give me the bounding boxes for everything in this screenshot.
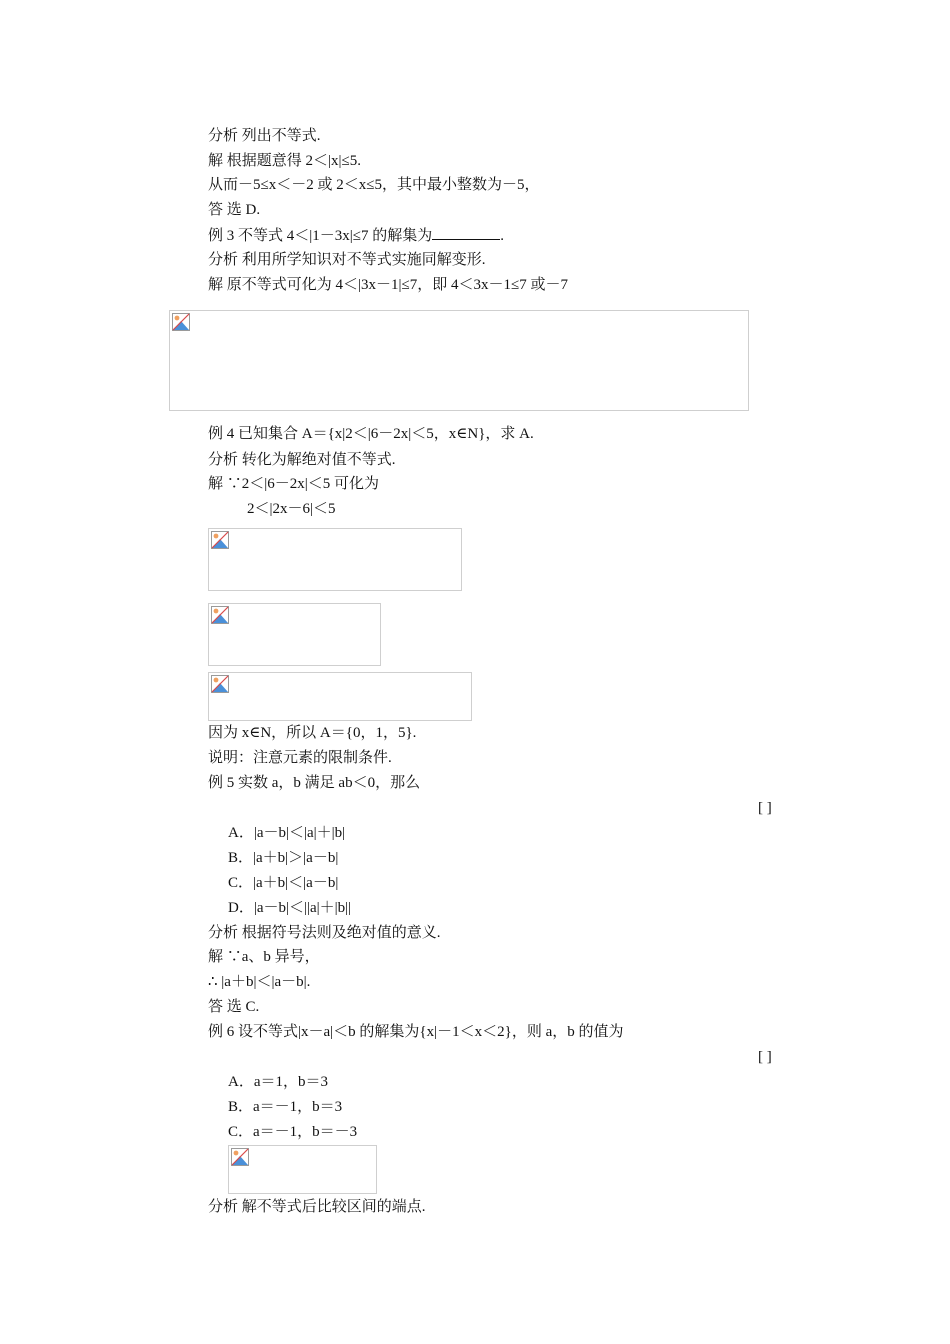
broken-image-icon	[211, 531, 229, 549]
text-line: ∴ |a＋b|＜|a－b|.	[208, 974, 311, 990]
option-a: A．|a－b|＜|a|＋|b|	[228, 825, 346, 841]
broken-image-placeholder	[208, 603, 381, 666]
text-line: 解 ∵2＜|6－2x|＜5 可化为	[208, 476, 380, 492]
option-a: A．a＝1，b＝3	[228, 1074, 328, 1090]
text-line: 例 4 已知集合 A＝{x|2＜|6－2x|＜5，x∈N}，求 A.	[208, 426, 534, 442]
option-c: C．|a＋b|＜|a－b|	[228, 875, 339, 891]
text-line: 2＜|2x－6|＜5	[247, 501, 336, 517]
text-line: 解 根据题意得 2＜|x|≤5.	[208, 153, 361, 169]
option-d: D．|a－b|＜||a|＋|b||	[228, 900, 352, 916]
text-line: 分析 转化为解绝对值不等式.	[208, 452, 396, 468]
option-c: C．a＝－1，b＝－3	[228, 1124, 358, 1140]
example-3-question: 例 3 不等式 4＜|1－3x|≤7 的解集为	[208, 228, 433, 244]
text-line: 分析 根据符号法则及绝对值的意义.	[208, 925, 441, 941]
broken-image-placeholder	[169, 310, 749, 411]
broken-image-icon	[211, 606, 229, 624]
example-3-period: .	[500, 228, 504, 244]
text-line: 例 5 实数 a，b 满足 ab＜0，那么	[208, 775, 421, 791]
broken-image-icon	[211, 675, 229, 693]
broken-image-placeholder	[208, 672, 472, 721]
broken-image-placeholder	[208, 528, 462, 591]
text-line: 答 选 C.	[208, 999, 260, 1015]
broken-image-icon	[172, 313, 190, 331]
broken-image-placeholder	[228, 1145, 377, 1194]
option-b: B．a＝－1，b＝3	[228, 1099, 343, 1115]
text-line: 解 ∵a、b 异号，	[208, 949, 320, 965]
text-line: 从而－5≤x＜－2 或 2＜x≤5，其中最小整数为－5，	[208, 177, 540, 193]
option-b: B．|a＋b|＞|a－b|	[228, 850, 339, 866]
text-line: 分析 解不等式后比较区间的端点.	[208, 1199, 426, 1215]
text-line: 说明：注意元素的限制条件.	[208, 750, 392, 766]
broken-image-icon	[231, 1148, 249, 1166]
text-line: 因为 x∈N，所以 A＝{0，1，5}.	[208, 725, 417, 741]
answer-bracket: [ ]	[758, 1049, 772, 1065]
example-3-line	[208, 225, 504, 245]
text-line: 分析 利用所学知识对不等式实施同解变形.	[208, 252, 486, 268]
text-line: 解 原不等式可化为 4＜|3x－1|≤7，即 4＜3x－1≤7 或－7	[208, 277, 568, 293]
text-line: 例 6 设不等式|x－a|＜b 的解集为{x|－1＜x＜2}，则 a，b 的值为	[208, 1024, 624, 1040]
answer-bracket: [ ]	[758, 800, 772, 816]
answer-blank	[432, 225, 500, 240]
text-line: 答 选 D.	[208, 202, 261, 218]
text-line: 分析 列出不等式.	[208, 128, 321, 144]
